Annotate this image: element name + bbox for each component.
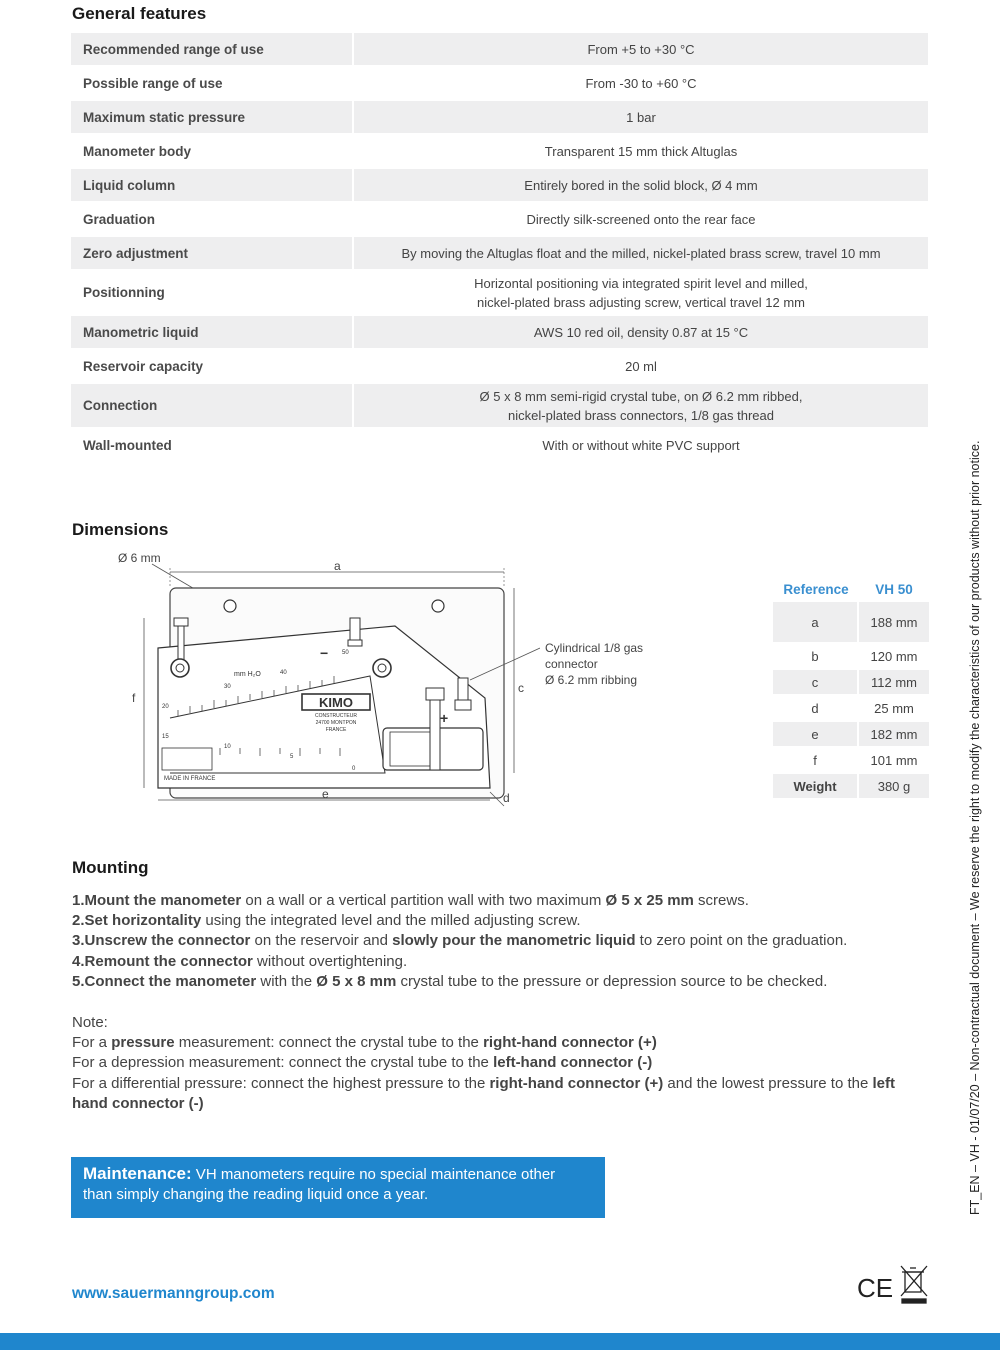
feature-label: Zero adjustment bbox=[71, 237, 352, 269]
feature-value bbox=[354, 135, 928, 167]
feature-label: Positionning bbox=[71, 271, 352, 314]
reference-row bbox=[773, 748, 929, 772]
feature-row bbox=[71, 101, 928, 133]
step-bold: slowly pour the manometric liquid bbox=[392, 932, 636, 950]
step-bold: Unscrew the connector bbox=[84, 932, 251, 950]
reference-value: 380 g bbox=[859, 774, 929, 798]
feature-value-line: By moving the Altuglas float and the milled, nickel-plated brass screw, travel 10 mm bbox=[401, 245, 881, 261]
feature-value-line: Ø 5 x 8 mm semi-rigid crystal tube, on Ø 6.2 mm ribbed, bbox=[479, 388, 803, 404]
mounting-note bbox=[72, 1013, 928, 1114]
feature-row bbox=[71, 316, 928, 348]
feature-value-line: 20 ml bbox=[625, 358, 657, 374]
step-number: 4. bbox=[72, 952, 85, 970]
callout-line: Cylindrical 1/8 gas bbox=[545, 641, 644, 655]
side-disclaimer: FT_EN – VH - 01/07/20 – Non-contractual document – We reserve the right to modify the characteristics of our products without prior notice. bbox=[968, 440, 982, 1215]
feature-row bbox=[71, 203, 928, 235]
note-bold: left hand connector (-) bbox=[72, 1074, 896, 1112]
step-bold: Remount the connector bbox=[84, 952, 253, 970]
step-bold: Set horizontality bbox=[84, 912, 202, 930]
ref-header-reference: Reference bbox=[783, 581, 849, 597]
scale-tick-label: 30 bbox=[224, 684, 231, 690]
feature-value-line: AWS 10 red oil, density 0.87 at 15 °C bbox=[533, 324, 749, 340]
scale-tick-label: 0 bbox=[352, 766, 356, 772]
note-line bbox=[72, 1074, 928, 1114]
note-bold: right-hand connector (+) bbox=[483, 1034, 657, 1052]
scale-tick-label: 20 bbox=[162, 704, 169, 710]
feature-value-line: Horizontal positioning via integrated spirit level and milled, bbox=[474, 275, 808, 291]
dim-d-label: d bbox=[503, 791, 510, 805]
unit-label: mm H₂O bbox=[234, 671, 261, 678]
scale-tick-label: 10 bbox=[224, 744, 231, 750]
feature-row bbox=[71, 384, 928, 427]
step-text: screws. bbox=[693, 892, 749, 909]
scale-tick-label: 15 bbox=[162, 734, 169, 740]
feature-value bbox=[354, 169, 928, 201]
step-text: to zero point on the graduation. bbox=[635, 932, 848, 950]
note-text: For a bbox=[72, 1034, 112, 1052]
reference-value: 182 mm bbox=[859, 722, 929, 746]
made-in-label: MADE IN FRANCE bbox=[164, 776, 216, 782]
note-bold: right-hand connector (+) bbox=[489, 1074, 664, 1092]
feature-value bbox=[354, 237, 928, 269]
feature-value bbox=[354, 316, 928, 348]
reference-row bbox=[773, 774, 929, 798]
feature-row bbox=[71, 237, 928, 269]
reference-key: d bbox=[773, 696, 859, 720]
reference-key: b bbox=[773, 644, 859, 668]
scale-tick-label: 5 bbox=[290, 754, 294, 760]
weee-bin-icon bbox=[901, 1266, 927, 1303]
reference-value: 25 mm bbox=[859, 696, 929, 720]
brand-sub: CONSTRUCTEUR bbox=[315, 713, 357, 719]
reference-key: a bbox=[773, 602, 859, 642]
feature-value-line: nickel-plated brass adjusting screw, vertical travel 12 mm bbox=[476, 294, 806, 310]
reference-row bbox=[773, 644, 929, 668]
step-text: using the integrated level and the milled adjusting screw. bbox=[201, 912, 581, 930]
general-features-heading: General features bbox=[72, 4, 207, 23]
feature-value bbox=[354, 384, 928, 427]
feature-value bbox=[354, 350, 928, 382]
feature-label: Wall-mounted bbox=[71, 429, 352, 461]
feature-label: Reservoir capacity bbox=[71, 350, 352, 382]
step-text: with the bbox=[256, 972, 317, 990]
step-bold: Connect the manometer bbox=[84, 972, 257, 990]
footer-bar bbox=[0, 1333, 1000, 1350]
reference-row bbox=[773, 722, 929, 746]
feature-label: Graduation bbox=[71, 203, 352, 235]
feature-value bbox=[354, 101, 928, 133]
step-number: 1. bbox=[72, 892, 85, 909]
reference-value: 112 mm bbox=[859, 670, 929, 694]
dim-e-label: e bbox=[322, 787, 329, 801]
callout-line: connector bbox=[545, 657, 598, 671]
feature-row bbox=[71, 33, 928, 65]
plus-sign: + bbox=[440, 710, 449, 726]
scale-tick-label: 50 bbox=[342, 650, 349, 656]
feature-row bbox=[71, 350, 928, 382]
step-bold: Ø 5 x 8 mm bbox=[316, 972, 397, 990]
note-text: For a differential pressure: connect the highest pressure to the bbox=[72, 1074, 490, 1092]
mounting-step bbox=[72, 952, 847, 972]
reference-row bbox=[773, 670, 929, 694]
reference-value: 120 mm bbox=[859, 644, 929, 668]
mounting-step bbox=[72, 931, 847, 951]
minus-sign: − bbox=[320, 645, 329, 661]
mounting-step bbox=[72, 911, 847, 931]
maintenance-title: Maintenance: bbox=[83, 1164, 192, 1183]
note-bold: left-hand connector (-) bbox=[493, 1054, 653, 1072]
certification-marks bbox=[857, 1264, 932, 1306]
note-text: measurement: connect the crystal tube to the bbox=[174, 1034, 484, 1052]
step-number: 5. bbox=[72, 972, 85, 990]
step-text: on a wall or a vertical partition wall with two maximum bbox=[241, 892, 606, 909]
mounting-heading: Mounting bbox=[72, 858, 149, 877]
step-text: without overtightening. bbox=[252, 952, 408, 970]
dim-f-label: f bbox=[132, 691, 136, 705]
dim-c-label: c bbox=[518, 681, 524, 695]
feature-value-line: nickel-plated brass connectors, 1/8 gas thread bbox=[508, 407, 774, 423]
step-text: crystal tube to the pressure or depression source to be checked. bbox=[396, 972, 828, 990]
website-link[interactable]: www.sauermanngroup.com bbox=[72, 1285, 275, 1302]
feature-value-line: From -30 to +60 °C bbox=[585, 75, 697, 91]
feature-value-line: Directly silk-screened onto the rear face bbox=[526, 211, 756, 227]
manometer-drawing bbox=[100, 548, 540, 813]
feature-value-line: With or without white PVC support bbox=[542, 437, 740, 453]
hole-diameter-label: Ø 6 mm bbox=[118, 551, 161, 565]
feature-value-line: 1 bar bbox=[626, 109, 656, 125]
feature-value bbox=[354, 271, 928, 314]
note-text: and the lowest pressure to the bbox=[663, 1074, 873, 1092]
reference-key: Weight bbox=[773, 774, 859, 798]
note-line bbox=[72, 1033, 928, 1053]
brand-sub: 24700 MONTPON bbox=[315, 720, 357, 726]
reference-key: e bbox=[773, 722, 859, 746]
reference-key: f bbox=[773, 748, 859, 772]
dimensions-heading: Dimensions bbox=[72, 520, 169, 539]
maintenance-box bbox=[71, 1157, 605, 1218]
step-number: 3. bbox=[72, 932, 85, 950]
reference-row bbox=[773, 602, 929, 642]
mounting-step bbox=[72, 972, 847, 992]
feature-row bbox=[71, 135, 928, 167]
note-line bbox=[72, 1053, 928, 1073]
feature-value bbox=[354, 429, 928, 461]
maintenance-text: VH manometers require no special maintenance other bbox=[191, 1166, 556, 1183]
ref-header-model: VH 50 bbox=[875, 581, 913, 597]
feature-label: Maximum static pressure bbox=[71, 101, 352, 133]
feature-value bbox=[354, 203, 928, 235]
callout-line: Ø 6.2 mm ribbing bbox=[545, 673, 638, 687]
dim-a-label: a bbox=[334, 559, 341, 573]
mounting-step bbox=[72, 891, 847, 911]
ce-mark-icon: CE bbox=[857, 1273, 894, 1303]
note-bold: pressure bbox=[111, 1034, 175, 1052]
note-title: Note: bbox=[72, 1014, 108, 1031]
feature-label: Manometer body bbox=[71, 135, 352, 167]
brand-logo: KIMO bbox=[319, 695, 353, 710]
features-table bbox=[71, 33, 928, 463]
connector-callout bbox=[545, 640, 643, 688]
feature-row bbox=[71, 271, 928, 314]
feature-value bbox=[354, 33, 928, 65]
feature-value-line: Entirely bored in the solid block, Ø 4 mm bbox=[524, 177, 758, 193]
feature-row bbox=[71, 67, 928, 99]
reference-table bbox=[773, 576, 929, 800]
feature-row bbox=[71, 169, 928, 201]
feature-label: Possible range of use bbox=[71, 67, 352, 99]
reference-key: c bbox=[773, 670, 859, 694]
feature-label: Recommended range of use bbox=[71, 33, 352, 65]
feature-value-line: Transparent 15 mm thick Altuglas bbox=[544, 143, 738, 159]
feature-value bbox=[354, 67, 928, 99]
feature-label: Liquid column bbox=[71, 169, 352, 201]
note-text: For a depression measurement: connect the crystal tube to the bbox=[72, 1054, 494, 1072]
step-text: on the reservoir and bbox=[250, 932, 393, 950]
maintenance-text-2: than simply changing the reading liquid once a year. bbox=[83, 1186, 429, 1203]
feature-value-line: From +5 to +30 °C bbox=[587, 41, 695, 57]
scale-tick-label: 40 bbox=[280, 670, 287, 676]
mounting-steps bbox=[72, 891, 847, 992]
reference-value: 101 mm bbox=[859, 748, 929, 772]
brand-sub: FRANCE bbox=[325, 727, 347, 733]
step-number: 2. bbox=[72, 912, 85, 930]
reference-value: 188 mm bbox=[859, 602, 929, 642]
step-bold: Mount the manometer bbox=[84, 892, 242, 909]
step-bold: Ø 5 x 25 mm bbox=[605, 892, 694, 909]
feature-row bbox=[71, 429, 928, 461]
feature-label: Manometric liquid bbox=[71, 316, 352, 348]
reference-row bbox=[773, 696, 929, 720]
feature-label: Connection bbox=[71, 384, 352, 427]
